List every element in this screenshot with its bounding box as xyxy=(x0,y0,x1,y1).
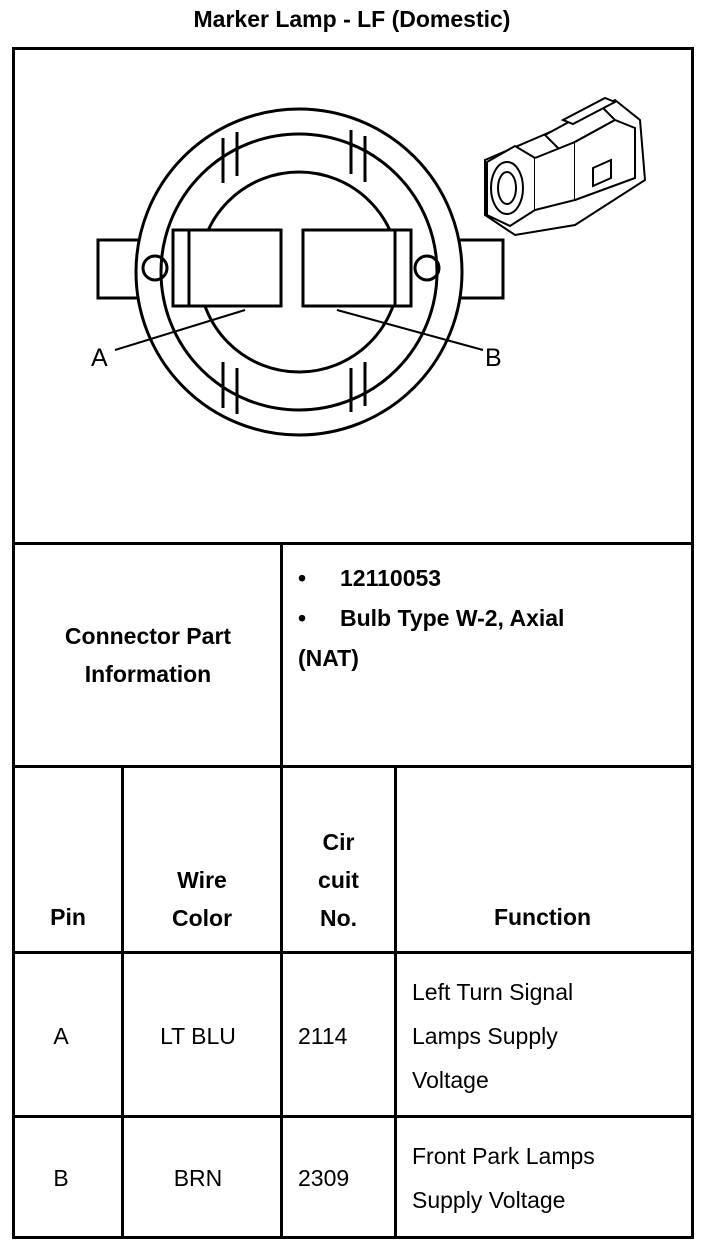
connector-face-illustration xyxy=(15,50,691,543)
page-title: Marker Lamp - LF (Domestic) xyxy=(193,6,511,32)
bulb-type: Bulb Type W-2, Axial xyxy=(340,605,565,631)
info-list-continuation: (NAT) xyxy=(298,645,359,671)
header-function xyxy=(397,898,688,936)
connector-info-label-line1: Connector Part xyxy=(64,623,232,649)
header-circuit-line3: No. xyxy=(319,905,358,931)
pin-label-b: B xyxy=(485,344,502,372)
row-a-pin: A xyxy=(53,1023,69,1049)
row-a-function-line: Left Turn Signal xyxy=(412,979,574,1005)
row-b-function xyxy=(412,1134,692,1222)
row-a-function xyxy=(412,970,692,1102)
row-a-function-line: Voltage xyxy=(412,1067,489,1093)
header-pin-label: Pin xyxy=(50,904,86,930)
connector-diagram xyxy=(15,50,691,543)
row-b-function-line: Supply Voltage xyxy=(412,1187,566,1213)
row-b-pin: B xyxy=(53,1165,69,1191)
row-a-wire-color: LT BLU xyxy=(160,1023,236,1049)
row-a-circuit: 2114 xyxy=(298,1023,348,1049)
row-b-wire-color: BRN xyxy=(173,1165,223,1191)
connector-body-illustration xyxy=(485,98,645,235)
divider-circuit-column xyxy=(394,765,397,1239)
divider-below-header xyxy=(12,951,694,954)
part-number: 12110053 xyxy=(340,565,442,591)
connector-part-info-list xyxy=(284,558,688,678)
divider-below-row-a xyxy=(12,1115,694,1118)
header-circuit-line1: Cir xyxy=(322,829,355,855)
divider-below-connector-info xyxy=(12,765,694,768)
connector-info-label-line2: Information xyxy=(84,661,212,687)
info-list-item: • 12110053 xyxy=(298,565,442,591)
info-list-item: • Bulb Type W-2, Axial xyxy=(298,605,565,631)
header-circuit xyxy=(283,823,394,937)
header-wire-color-line2: Color xyxy=(171,905,233,931)
header-circuit-line2: cuit xyxy=(318,867,359,893)
header-function-label: Function xyxy=(493,904,592,930)
connector-part-information-label xyxy=(15,545,281,765)
row-a-function-line: Lamps Supply xyxy=(412,1023,558,1049)
pin-label-a: A xyxy=(91,344,108,372)
header-wire-color xyxy=(124,861,280,937)
row-b-function-line: Front Park Lamps xyxy=(412,1143,595,1169)
header-pin xyxy=(15,898,121,936)
header-wire-color-line1: Wire xyxy=(177,867,227,893)
row-b-circuit: 2309 xyxy=(298,1165,350,1191)
